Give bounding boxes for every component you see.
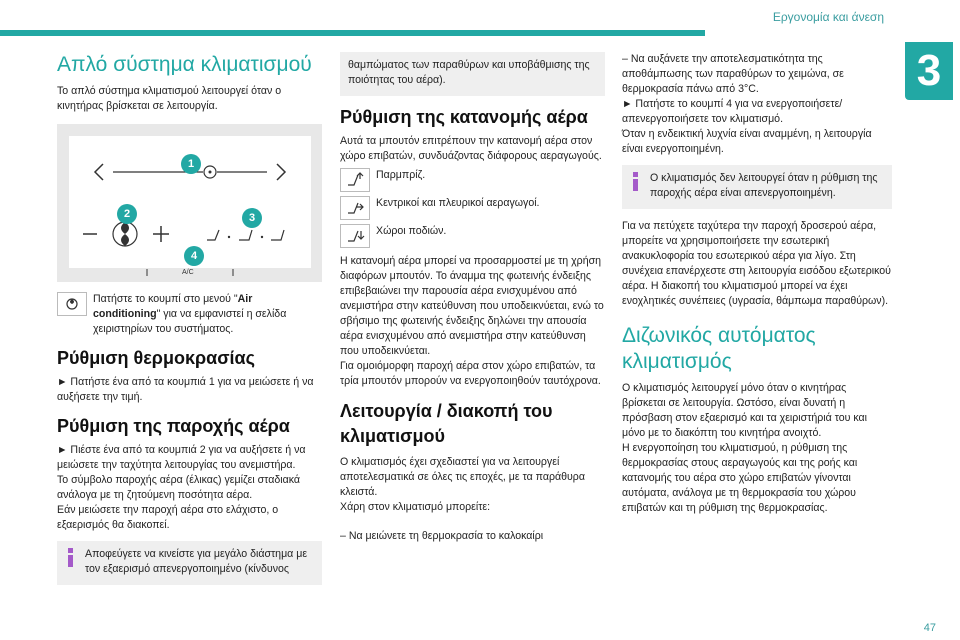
distribution-text-3: Για ομοιόμορφη παροχή αέρα στον χώρο επιβατών, τα τρία μπουτόν μπορούν να ενεργοποιηθούν ταυτόχρονα. (340, 360, 601, 387)
header-accent-bar (0, 30, 705, 36)
ac-benefit-1: – Να μειώνετε τη θερμοκρασία το καλοκαίρι (340, 530, 544, 542)
callout-3: 3 (242, 208, 262, 228)
info-icon (67, 548, 74, 568)
ac-benefit-2: – Να αυξάνετε την αποτελεσματικότητα της αποθάμπωσης των παραθύρων το χειμώνα, σε θερμοκρασία πάνω από 3°C. (622, 53, 844, 95)
info-ventilation-text: Αποφεύγετε να κινείστε για μεγάλο διάστημα με τον εξαερισμό απενεργοποιημένο (κίνδυνος (85, 548, 308, 575)
ac-text: Ο κλιματισμός έχει σχεδιαστεί για να λειτουργεί αποτελεσματικά σε όλες τις εποχές, με τα παράθυρα κλειστά. (340, 456, 585, 498)
dual-zone-text-2: Η ενεργοποίηση του κλιματισμού, η ρύθμιση της θερμοκρασίας στους αεραγωγούς και της ροής και κατανομής του αέρα στο χώρο επιβατών γίνονται αυτόματα, ανάλογα με τη θερμοκρασία του χώρου επιβατών και τη ρύθμιση της θερμοκρασίας. (622, 442, 858, 514)
distribution-option-footwell (340, 224, 605, 248)
page-number: 47 (923, 622, 936, 634)
section-title-simple-ac: Απλό σύστημα κλιματισμού (57, 53, 312, 76)
ac-text-b: " για να εμφανιστεί η σελίδα χειριστηρίων του συστήματος. (93, 308, 287, 335)
airflow-text-3: Εάν μειώσετε την παροχή αέρα στο ελάχιστο, ο εξαερισμός θα διακοπεί. (57, 504, 279, 531)
ac-text-bold: Air conditioning (93, 293, 253, 320)
temperature-text: ► Πατήστε ένα από τα κουμπιά 1 για να μειώσετε ή να αυξήσετε την τιμή. (57, 376, 314, 403)
info-icon (632, 172, 639, 192)
distribution-option-vents (340, 196, 605, 220)
fan-menu-icon (57, 292, 87, 316)
option-footwell-label: Χώροι ποδιών. (376, 225, 447, 237)
chapter-number: 3 (905, 42, 953, 100)
ac-menu-instruction (57, 292, 322, 337)
cooling-text: Για να πετύχετε ταχύτερα την παροχή δροσερού αέρα, μπορείτε να χρησιμοποιήσετε την εσωτερική ανακυκλοφορία του εσωτερικού αέρα για λίγο. Στη συνέχεια επανέρχεστε στη λειτουργία εισόδου εξωτερικού αέρα. Η διακοπή του κλιματισμού μπορεί να έχει ενοχλητικές συνέπειες (υγρασία, θάμπωμα παραθύρων). (622, 220, 891, 307)
footwell-airflow-icon (340, 224, 370, 248)
info-box-ventilation (57, 541, 322, 585)
info-box-ac (622, 165, 892, 209)
intro-text: Το απλό σύστημα κλιματισμού λειτουργεί όταν ο κινητήρας βρίσκεται σε λειτουργία. (57, 85, 282, 112)
ac-text-a: Πατήστε το κουμπί στο μενού " (93, 293, 238, 305)
option-windscreen-label: Παρμπρίζ. (376, 169, 426, 181)
info-continued-text: θαμπώματος των παραθύρων και υποβάθμισης της ποιότητας του αέρα). (348, 59, 590, 86)
column-3 (622, 52, 892, 516)
ac-text-2: Χάρη στον κλιματισμό μπορείτε: (340, 501, 491, 513)
callout-2: 2 (117, 204, 137, 224)
heading-distribution: Ρύθμιση της κατανομής αέρα (340, 107, 588, 127)
option-vents-label: Κεντρικοί και πλευρικοί αεραγωγοί. (376, 197, 540, 209)
vents-airflow-icon (340, 196, 370, 220)
windscreen-airflow-icon (340, 168, 370, 192)
dual-zone-text-1: Ο κλιματισμός λειτουργεί μόνο όταν ο κινητήρας βρίσκεται σε λειτουργία. Ωστόσο, είναι δυνατή η πρόσβαση στον εξαερισμό και τα χειριστήριά του και μόνο με το διακόπτη του κινητήρα ανοιχτό. (622, 382, 868, 439)
heading-airflow: Ρύθμιση της παροχής αέρα (57, 416, 290, 436)
heading-temperature: Ρύθμιση θερμοκρασίας (57, 348, 255, 368)
press-button-4-text: ► Πατήστε το κουμπί 4 για να ενεργοποιήσετε/ απενεργοποιήσετε τον κλιματισμό. (622, 98, 843, 125)
led-indicator-text: Όταν η ενδεικτική λυχνία είναι αναμμένη, η λειτουργία είναι ενεργοποιημένη. (622, 128, 872, 155)
section-title-dual-zone: Διζωνικός αυτόματος κλιματισμός (622, 324, 816, 373)
ac-button-label: A/C (182, 269, 194, 276)
callout-4: 4 (184, 246, 204, 266)
airflow-text-1: ► Πιέστε ένα από τα κουμπιά 2 για να αυξήσετε ή να μειώσετε την ταχύτητα λειτουργίας του ανεμιστήρα. (57, 444, 306, 471)
column-2 (340, 52, 605, 544)
ac-controls-diagram (57, 124, 322, 282)
distribution-option-windscreen (340, 168, 605, 192)
section-header-title: Εργονομία και άνεση (772, 10, 884, 24)
callout-1: 1 (181, 154, 201, 174)
distribution-text-2: Η κατανομή αέρα μπορεί να προσαρμοστεί με τη χρήση διαφόρων μπουτόν. Το άναμμα της φωτεινής ένδειξης επιβεβαιώνει την παρουσία αέρα ενισχυμένου από ανεμιστήρα στην κατεύθυνση που υποδεικνύεται, ενώ το σβήσιμο της φωτεινής ένδειξης δηλώνει την απουσία αέρα ενισχυμένου από ανεμιστήρα στην κατεύθυνση που υποδεικνύεται. (340, 255, 604, 357)
info-box-continued (340, 52, 605, 96)
airflow-text-2: Το σύμβολο παροχής αέρα (έλικας) γεμίζει σταδιακά ανάλογα με τη ζητούμενη ποσότητα αέρα. (57, 474, 300, 501)
info-ac-text: Ο κλιματισμός δεν λειτουργεί όταν η ρύθμιση της παροχής αέρα είναι απενεργοποιημένη. (650, 172, 878, 199)
distribution-text: Αυτά τα μπουτόν επιτρέπουν την κατανομή αέρα στον χώρο επιβατών, συνδυάζοντας διάφορους αεραγωγούς. (340, 135, 602, 162)
column-1 (57, 52, 322, 585)
heading-ac-onoff: Λειτουργία / διακοπή του κλιματισμού (340, 401, 553, 446)
